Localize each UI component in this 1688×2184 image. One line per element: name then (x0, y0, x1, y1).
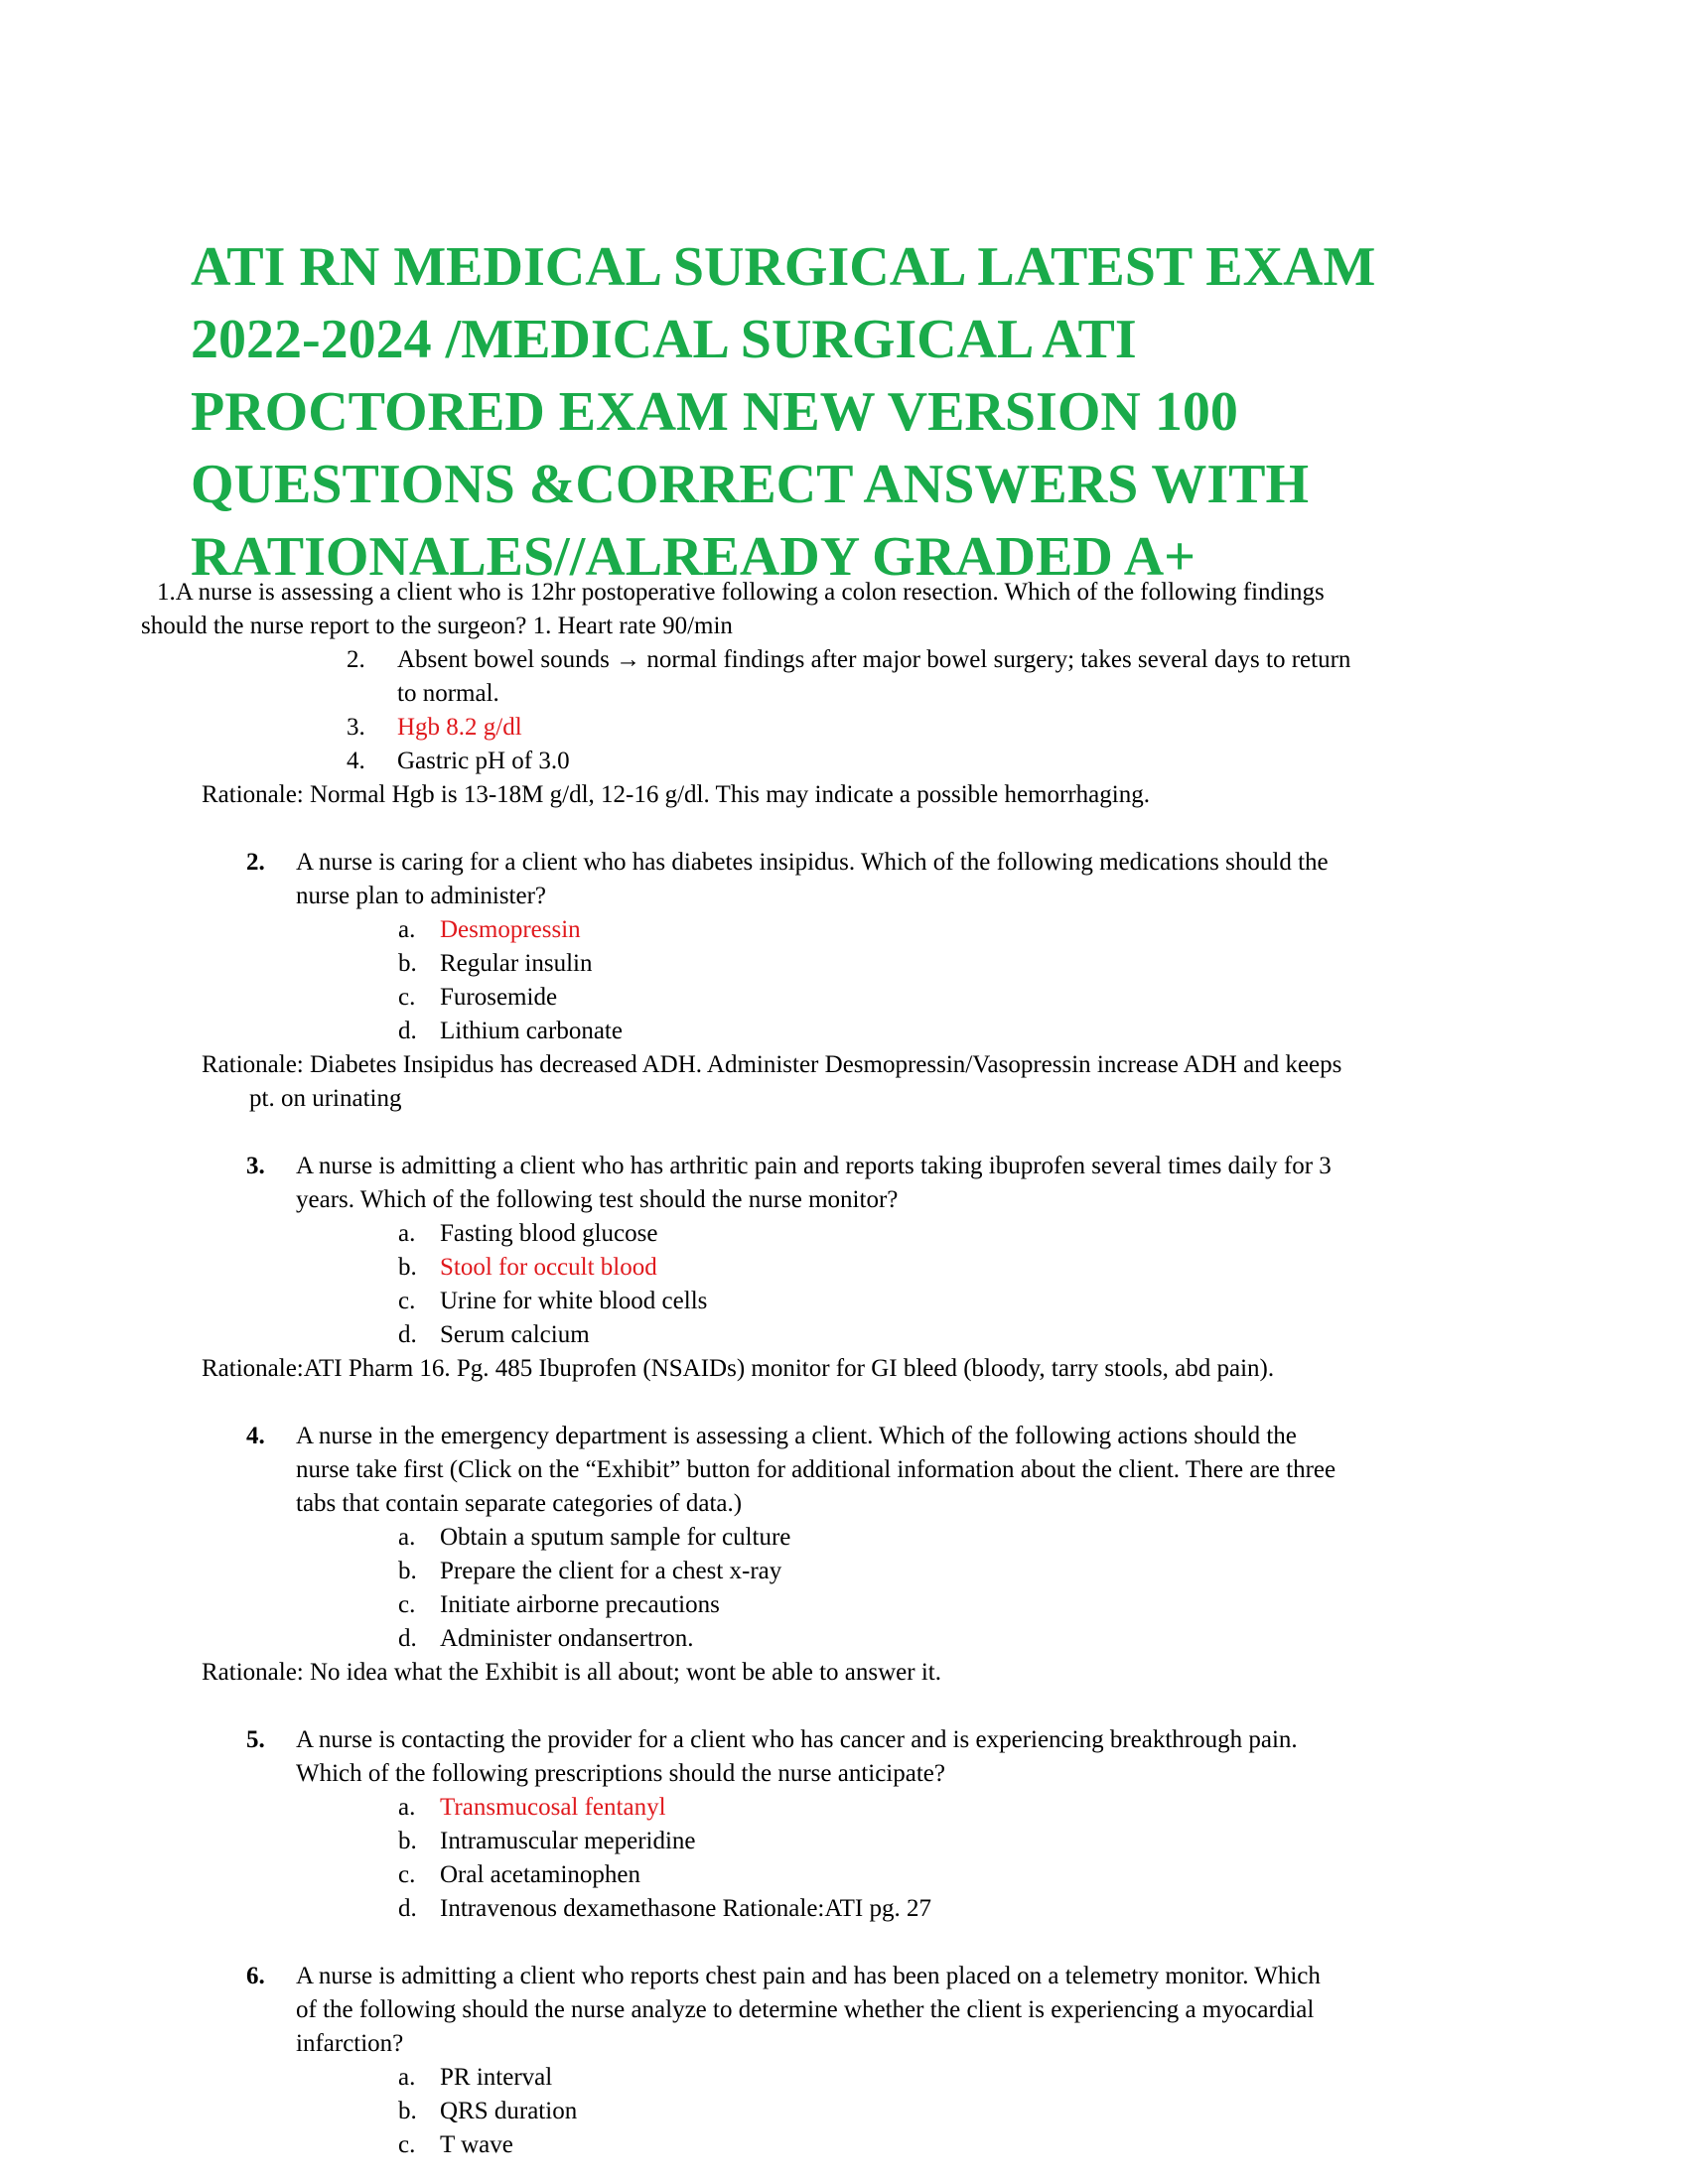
q6-stem: infarction? (296, 2030, 404, 2057)
option-letter: b. (398, 1254, 417, 1281)
q1-stem: 1.A nurse is assessing a client who is 12hr postoperative following a colon resection. Which of the following findings (157, 579, 1325, 606)
option-text: Initiate airborne precautions (440, 1591, 720, 1618)
title-line: PROCTORED EXAM NEW VERSION 100 (191, 381, 1238, 443)
option-letter: d. (398, 1018, 417, 1044)
q1-option-number: 3. (347, 714, 365, 741)
option-text: Intravenous dexamethasone Rationale:ATI pg. 27 (440, 1895, 931, 1922)
option-letter: a. (398, 1794, 416, 1821)
title-line: QUESTIONS &CORRECT ANSWERS WITH (191, 454, 1310, 515)
option-text: PR interval (440, 2064, 553, 2091)
option-text: QRS duration (440, 2098, 578, 2124)
q5-stem: Which of the following prescriptions should the nurse anticipate? (296, 1760, 945, 1787)
q4-number: 4. (246, 1423, 265, 1449)
option-text: Prepare the client for a chest x-ray (440, 1558, 782, 1584)
option-letter: c. (398, 1288, 416, 1314)
option-text: Administer ondansertron. (440, 1625, 694, 1652)
option-letter: d. (398, 1625, 417, 1652)
q1-option-text: Absent bowel sounds → normal findings after major bowel surgery; takes several days to return (397, 646, 1351, 673)
q1-correct-answer: Hgb 8.2 g/dl (397, 714, 522, 741)
option-text: T wave (440, 2131, 513, 2158)
q2-rationale: Rationale: Diabetes Insipidus has decreased ADH. Administer Desmopressin/Vasopressin increase ADH and keeps (202, 1051, 1342, 1078)
option-letter: c. (398, 984, 416, 1011)
option-text: Obtain a sputum sample for culture (440, 1524, 791, 1551)
q1-option-text: Gastric pH of 3.0 (397, 748, 570, 774)
q6-stem: of the following should the nurse analyze to determine whether the client is experiencing a myocardial (296, 1996, 1315, 2023)
q5-correct-answer: Transmucosal fentanyl (440, 1794, 666, 1821)
document-title (191, 231, 1481, 594)
option-letter: a. (398, 2064, 416, 2091)
q2-correct-answer: Desmopressin (440, 916, 581, 943)
q4-stem: nurse take first (Click on the “Exhibit” button for additional information about the client. There are three (296, 1456, 1336, 1483)
option-text: Oral acetaminophen (440, 1861, 640, 1888)
option-letter: c. (398, 1591, 416, 1618)
title-line: ATI RN MEDICAL SURGICAL LATEST EXAM (191, 236, 1376, 298)
q1-rationale: Rationale: Normal Hgb is 13-18M g/dl, 12-16 g/dl. This may indicate a possible hemorrhaging. (202, 781, 1150, 808)
option-letter: b. (398, 950, 417, 977)
option-letter: b. (398, 1828, 417, 1854)
title-line: 2022-2024 /MEDICAL SURGICAL ATI (191, 309, 1137, 370)
option-letter: d. (398, 1321, 417, 1348)
title-line: RATIONALES//ALREADY GRADED A+ (191, 526, 1196, 588)
q3-correct-answer: Stool for occult blood (440, 1254, 657, 1281)
option-letter: b. (398, 1558, 417, 1584)
q1-option-number: 2. (347, 646, 365, 673)
option-letter: c. (398, 2131, 416, 2158)
option-text: Serum calcium (440, 1321, 590, 1348)
q3-rationale: Rationale:ATI Pharm 16. Pg. 485 Ibuprofen (NSAIDs) monitor for GI bleed (bloody, tarry stools, abd pain). (202, 1355, 1275, 1382)
q3-stem: years. Which of the following test should the nurse monitor? (296, 1186, 899, 1213)
q4-stem: tabs that contain separate categories of data.) (296, 1490, 743, 1517)
option-text: Urine for white blood cells (440, 1288, 708, 1314)
q4-stem: A nurse in the emergency department is assessing a client. Which of the following actions should the (296, 1423, 1297, 1449)
q6-stem: A nurse is admitting a client who reports chest pain and has been placed on a telemetry monitor. Which (296, 1963, 1321, 1989)
q1-option-number: 4. (347, 748, 365, 774)
option-letter: a. (398, 1220, 416, 1247)
q6-number: 6. (246, 1963, 265, 1989)
q1-option-text: to normal. (397, 680, 499, 707)
q2-stem: nurse plan to administer? (296, 883, 547, 909)
option-letter: d. (398, 1895, 417, 1922)
option-text: Fasting blood glucose (440, 1220, 658, 1247)
q2-stem: A nurse is caring for a client who has diabetes insipidus. Which of the following medications should the (296, 849, 1329, 876)
option-letter: b. (398, 2098, 417, 2124)
q3-number: 3. (246, 1153, 265, 1179)
q2-number: 2. (246, 849, 265, 876)
option-letter: a. (398, 1524, 416, 1551)
option-text: Intramuscular meperidine (440, 1828, 696, 1854)
q1-stem: should the nurse report to the surgeon? 1. Heart rate 90/min (141, 613, 733, 639)
option-text: Regular insulin (440, 950, 593, 977)
option-text: Furosemide (440, 984, 558, 1011)
q2-rationale: pt. on urinating (249, 1085, 402, 1112)
option-letter: c. (398, 1861, 416, 1888)
q4-rationale: Rationale: No idea what the Exhibit is all about; wont be able to answer it. (202, 1659, 941, 1686)
option-letter: a. (398, 916, 416, 943)
option-text: Lithium carbonate (440, 1018, 623, 1044)
q5-number: 5. (246, 1726, 265, 1753)
q5-stem: A nurse is contacting the provider for a client who has cancer and is experiencing breakthrough pain. (296, 1726, 1298, 1753)
q3-stem: A nurse is admitting a client who has arthritic pain and reports taking ibuprofen several times daily for 3 (296, 1153, 1332, 1179)
